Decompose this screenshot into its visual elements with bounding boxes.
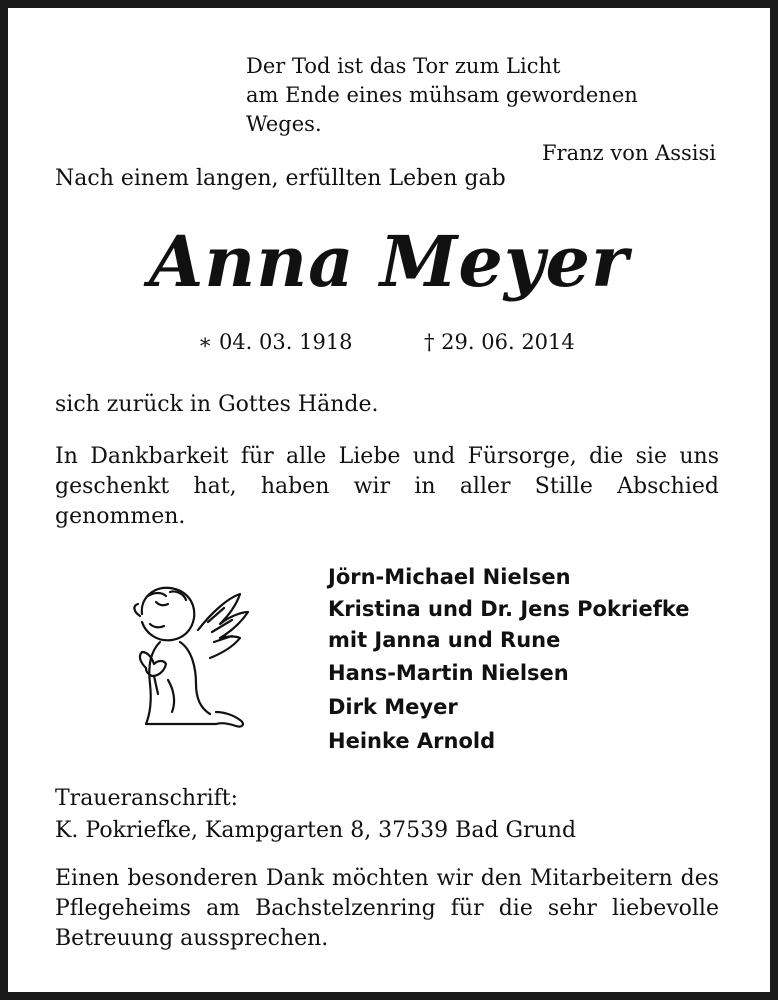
mourner-4: Dirk Meyer xyxy=(328,695,458,719)
birth-date: ∗ 04. 03. 1918 xyxy=(198,330,353,354)
mourner-1: Jörn-Michael Nielsen xyxy=(328,565,571,589)
praying-angel-icon xyxy=(120,572,260,732)
quote-line-1: Der Tod ist das Tor zum Licht xyxy=(246,54,561,78)
quote-author: Franz von Assisi xyxy=(541,141,716,165)
mourner-3: Hans-Martin Nielsen xyxy=(328,661,569,685)
quote-block xyxy=(246,52,716,168)
address-label: Traueranschrift: xyxy=(55,786,239,811)
deceased-name: Anna Meyer xyxy=(149,220,629,303)
quote-line-2: am Ende eines mühsam gewordenen Weges. xyxy=(246,83,638,136)
intro-text: Nach einem langen, erfüllten Leben gab xyxy=(55,166,506,191)
obituary-notice xyxy=(8,8,770,992)
mourner-5: Heinke Arnold xyxy=(328,729,496,753)
mourner-2-line-1: Kristina und Dr. Jens Pokriefke xyxy=(328,597,690,621)
address-value: K. Pokriefke, Kampgarten 8, 37539 Bad Grund xyxy=(55,818,577,843)
mourner-2 xyxy=(328,594,690,656)
death-date: † 29. 06. 2014 xyxy=(424,330,575,354)
life-dates xyxy=(198,330,598,354)
mourning-address xyxy=(55,783,576,847)
thanks-text: Einen besonderen Dank möchten wir den Mitarbeitern des Pflegeheims am Bachstelzenring für die sehr liebevolle Betreuung aussprechen. xyxy=(55,866,719,951)
mourners-list xyxy=(328,560,690,758)
text-gottes-haende: sich zurück in Gottes Hände. xyxy=(55,392,379,417)
text-dankbarkeit: In Dankbarkeit für alle Liebe und Fürsorge, die sie uns geschenkt hat, haben wir in aller Stille Abschied genommen. xyxy=(55,444,719,529)
mourner-2-line-2: mit Janna und Rune xyxy=(328,628,561,652)
